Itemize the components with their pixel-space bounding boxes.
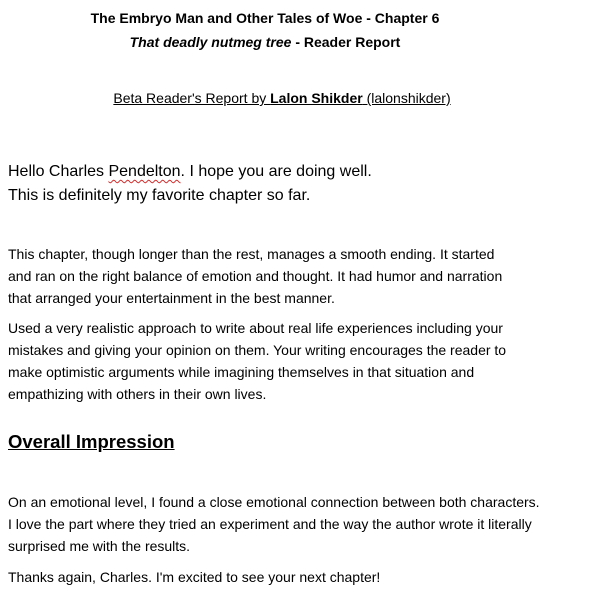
report-label: - Reader Report [291, 34, 401, 50]
reviewer-name: Lalon Shikder [270, 90, 363, 106]
greeting-suffix: . I hope you are doing well. [180, 163, 372, 180]
body-paragraph-1 [8, 243, 596, 309]
reviewer-handle: (lalonshikder) [362, 90, 451, 106]
paragraph-line: On an emotional level, I found a close emotional connection between both characters. [8, 494, 540, 510]
paragraph-line: that arranged your entertainment in the best manner. [8, 290, 335, 306]
closing-line [8, 566, 596, 588]
author-name-misspelled: Pendelton [108, 163, 181, 180]
paragraph-line: Used a very realistic approach to write about real life experiences including your [8, 320, 503, 336]
section-heading-overall-impression: Overall Impression [8, 431, 175, 452]
body-paragraph-2 [8, 317, 596, 405]
paragraph-line: I love the part where they tried an experiment and the way the author wrote it literally [8, 516, 532, 532]
paragraph-line: and ran on the right balance of emotion and thought. It had humor and narration [8, 268, 503, 284]
greeting-line-2: This is definitely my favorite chapter so far. [8, 187, 311, 204]
byline-prefix: Beta Reader's Report by [113, 90, 271, 106]
paragraph-line: make optimistic arguments while imagining themselves in that situation and [8, 364, 475, 380]
paragraph-line: surprised me with the results. [8, 538, 191, 554]
paragraph-line: This chapter, though longer than the rest, manages a smooth ending. It started [8, 246, 495, 262]
impression-paragraph [8, 491, 596, 557]
paragraph-line: mistakes and giving your opinion on them. Your writing encourages the reader to [8, 342, 507, 358]
report-subtitle [0, 34, 530, 50]
paragraph-line: empathizing with others in their own lives. [8, 386, 267, 402]
greeting-line-1 [8, 160, 372, 184]
report-title: The Embryo Man and Other Tales of Woe - Chapter 6 [90, 10, 440, 26]
byline [0, 90, 564, 106]
chapter-name: That deadly nutmeg tree [129, 34, 292, 50]
greeting-prefix: Hello Charles [8, 163, 109, 180]
closing-text: Thanks again, Charles. I'm excited to see your next chapter! [8, 569, 381, 585]
greeting [8, 160, 372, 208]
